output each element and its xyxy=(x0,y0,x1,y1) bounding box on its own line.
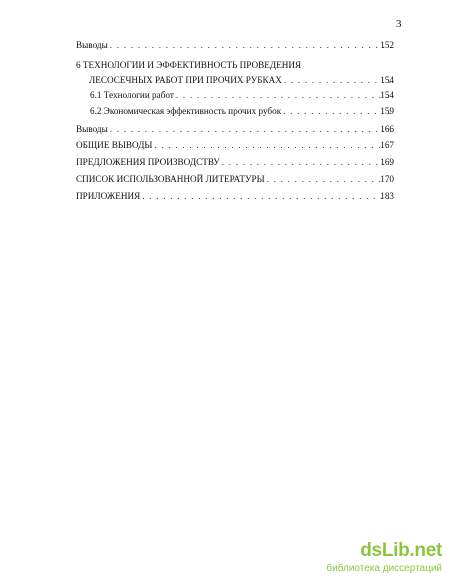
toc-page-number: 154 xyxy=(380,75,394,85)
dslib-subtitle: библиотека диссертаций xyxy=(326,563,442,574)
toc-page-number: 167 xyxy=(380,140,394,150)
toc-page-number: 166 xyxy=(380,124,394,134)
toc-page-number: 159 xyxy=(380,106,394,116)
toc-leader-dots xyxy=(154,138,392,152)
toc-leader-dots xyxy=(222,155,392,169)
toc-chapter6-heading-line2[interactable] xyxy=(89,73,394,87)
toc-page-number: 154 xyxy=(380,90,394,100)
toc-row-conclusions-6[interactable] xyxy=(76,122,394,136)
toc-label: СПИСОК ИСПОЛЬЗОВАННОЙ ЛИТЕРАТУРЫ xyxy=(76,174,265,184)
toc-page-number: 169 xyxy=(380,157,394,167)
toc-label: 6.1 Технологии работ xyxy=(90,90,174,100)
toc-row-appendices[interactable] xyxy=(76,189,394,203)
toc-label: ПРИЛОЖЕНИЯ xyxy=(76,191,141,201)
toc-row-references[interactable] xyxy=(76,172,394,186)
toc-leader-dots xyxy=(142,189,392,203)
toc-page-number: 170 xyxy=(380,174,394,184)
toc-row-general-conclusions[interactable] xyxy=(76,138,394,152)
toc-row-6-2[interactable] xyxy=(90,104,394,118)
toc-label: ЛЕСОСЕЧНЫХ РАБОТ ПРИ ПРОЧИХ РУБКАХ xyxy=(89,75,282,85)
toc-row-conclusions-5[interactable] xyxy=(76,38,394,52)
page-number: 3 xyxy=(396,18,402,30)
toc-leader-dots xyxy=(110,122,392,136)
toc-chapter6-heading-line1[interactable]: 6 ТЕХНОЛОГИИ И ЭФФЕКТИВНОСТЬ ПРОВЕДЕНИЯ xyxy=(76,60,302,70)
toc-label: ПРЕДЛОЖЕНИЯ ПРОИЗВОДСТВУ xyxy=(76,157,220,167)
dslib-logo: dsLib.net xyxy=(360,540,442,561)
toc-row-6-1[interactable] xyxy=(90,88,394,102)
dslib-watermark xyxy=(318,540,448,580)
toc-row-production-proposals[interactable] xyxy=(76,155,394,169)
toc-label: ОБЩИЕ ВЫВОДЫ xyxy=(76,140,153,150)
toc-label: Выводы xyxy=(76,124,108,134)
toc-leader-dots xyxy=(176,88,392,102)
toc-page-number: 152 xyxy=(380,40,394,50)
toc-label: 6.2 Экономическая эффективность прочих рубок xyxy=(90,106,282,116)
toc-label: Выводы xyxy=(76,40,108,50)
toc-leader-dots xyxy=(110,38,392,52)
toc-page-number: 183 xyxy=(380,191,394,201)
